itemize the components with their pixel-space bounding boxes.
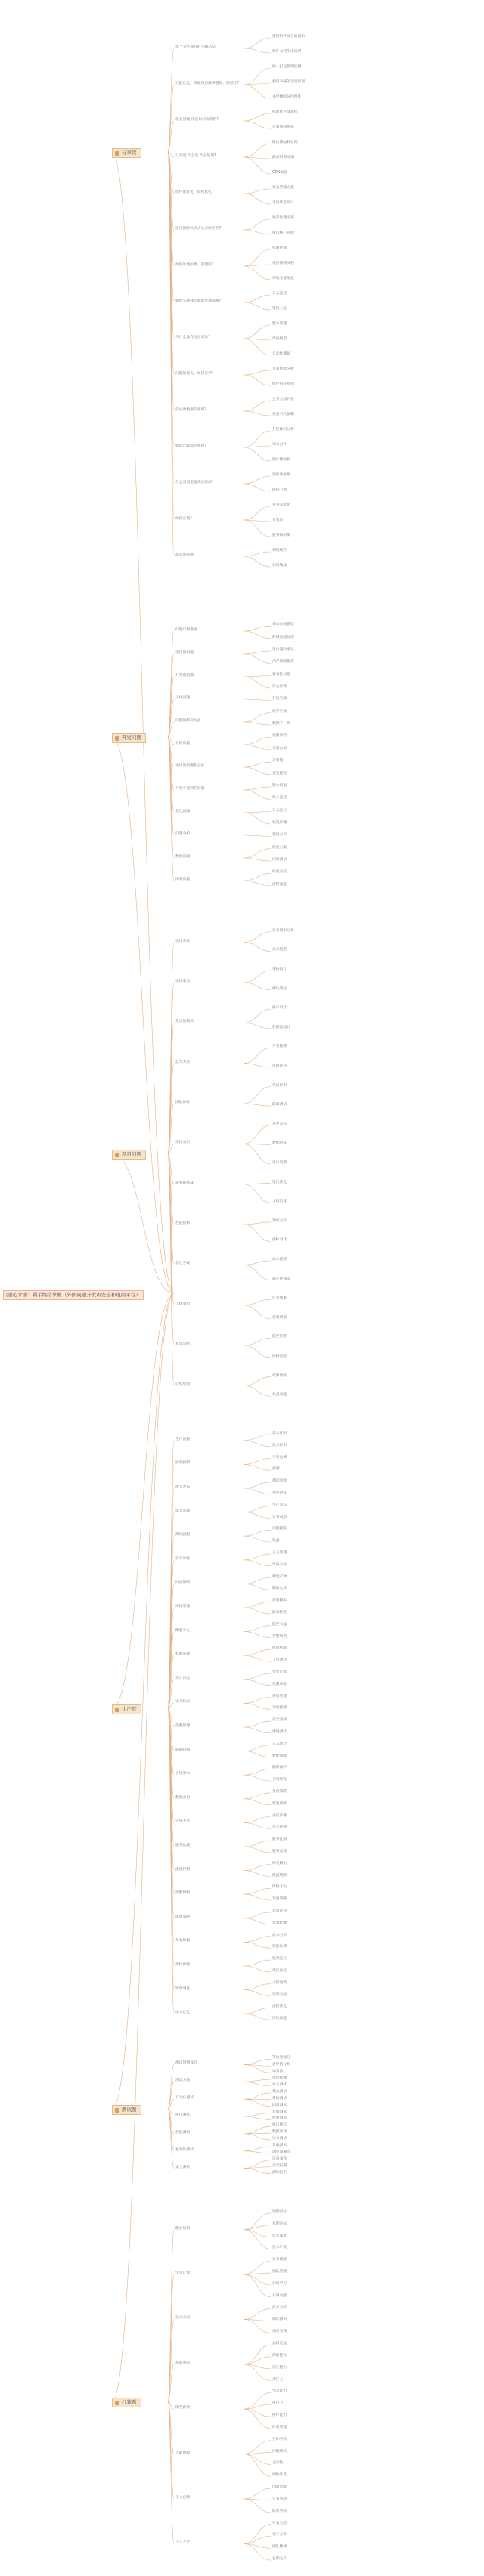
answer-node[interactable]: 权限审批 [272, 1682, 287, 1686]
answer-node[interactable]: 架构设计 [272, 968, 287, 971]
question-node[interactable]: 如何处理如果，管理的? [175, 263, 214, 267]
question-node[interactable]: 期望薪资 [175, 2406, 191, 2410]
question-node[interactable]: 职业规划 [175, 2226, 191, 2231]
answer-node[interactable]: 冒烟测试 [272, 2110, 287, 2114]
answer-node[interactable]: 成本分析 [272, 1933, 287, 1937]
branch-label: 生产管 [122, 1706, 137, 1712]
answer-node[interactable]: 流程优化 [272, 2005, 287, 2009]
answer-node[interactable]: 静态资源压缩 [272, 156, 294, 159]
answer-node[interactable]: 场景法 [272, 2070, 284, 2074]
answer-node[interactable]: 统一打包管理依赖 [272, 65, 302, 69]
question-node[interactable]: 限流策略 [175, 1915, 191, 1919]
answer-node[interactable]: 开源贡献 [272, 2293, 287, 2298]
answer-node[interactable]: 抗压能力 [272, 2365, 287, 2370]
question-node[interactable]: 熔断降级 [175, 1891, 191, 1896]
answer-node[interactable]: 联调测试 [272, 1103, 287, 1107]
question-node[interactable]: 服务治理 [175, 1844, 191, 1847]
answer-node[interactable]: 开放心态 [272, 2521, 287, 2525]
answer-node[interactable]: 持续集成 [272, 564, 287, 568]
answer-node[interactable]: 回归测试 [272, 2103, 287, 2107]
answer-node[interactable]: 主动性 [272, 2461, 284, 2466]
answer-node[interactable]: 长期目标 [272, 2221, 287, 2226]
answer-node[interactable]: 按需引入依赖 [272, 413, 294, 416]
answer-node[interactable]: 业务理解 [272, 2258, 287, 2262]
question-node[interactable]: 为什么没有写出对象? [175, 336, 210, 339]
answer-node[interactable]: 路由懒加载处理 [272, 141, 298, 144]
answer-node[interactable]: 请求合并 [272, 443, 287, 447]
question-node[interactable]: 数据问题 [175, 855, 191, 859]
answer-node[interactable]: 数据不一致 [272, 722, 290, 726]
answer-node[interactable]: 服务发现 [272, 1849, 287, 1853]
answer-node[interactable]: 自我驱动 [272, 2497, 287, 2501]
answer-node[interactable]: 灰度发布 [272, 1122, 287, 1126]
branch-marker-icon [115, 736, 119, 741]
question-node[interactable]: 质量控制 [175, 1461, 191, 1466]
answer-node[interactable]: 数据脱敏 [272, 1754, 287, 1758]
answer-node[interactable]: 图片懒加载 [272, 458, 290, 462]
question-node[interactable]: 优化问题 [175, 810, 191, 813]
answer-node[interactable]: 日志审计 [272, 1742, 287, 1746]
answer-node[interactable]: 接口超时重试 [272, 647, 294, 652]
answer-node[interactable]: 等价类划分 [272, 2056, 290, 2060]
answer-node[interactable]: 渗透测试 [272, 1729, 287, 1734]
answer-node[interactable]: 提测 [272, 1467, 280, 1472]
answer-node[interactable]: 工单流转 [272, 1658, 287, 1663]
question-node[interactable]: 生产流程 [175, 1437, 191, 1441]
answer-node[interactable]: 压力测试 [272, 2137, 287, 2141]
answer-node[interactable]: 首屏加载优化 [272, 125, 294, 129]
answer-node[interactable]: 容量评估 [272, 1909, 287, 1913]
answer-node[interactable]: 负载测试 [272, 2144, 287, 2147]
branch-label: 测试题 [122, 2107, 137, 2113]
answer-node[interactable]: 安全基线 [272, 1718, 287, 1723]
answer-node[interactable]: 服务注册 [272, 1838, 287, 1842]
question-node[interactable]: 什么是浏览器优化时的? [175, 481, 214, 485]
answer-node[interactable]: 缓存失效 [272, 709, 287, 714]
question-node[interactable]: 权限管理 [175, 1652, 191, 1657]
question-node[interactable]: 技术方案 [175, 1060, 191, 1064]
answer-node[interactable]: 容量规划 [272, 1315, 287, 1320]
answer-node[interactable]: 沟通能力 [272, 2353, 287, 2358]
answer-node[interactable]: 全局状态设计 [272, 201, 294, 205]
answer-node[interactable]: 短期目标 [272, 2209, 287, 2214]
answer-node[interactable]: 乐于分享 [272, 2533, 287, 2537]
question-node[interactable]: 合规要求 [175, 1772, 191, 1776]
answer-node[interactable]: 用户反馈 [272, 1161, 287, 1165]
answer-node[interactable]: 开发自测 [272, 1455, 287, 1460]
answer-node[interactable]: 修复方案 [272, 845, 287, 850]
question-node[interactable]: 版本发布 [175, 1485, 191, 1489]
branch-node-1[interactable] [112, 733, 146, 743]
answer-node[interactable]: 网关路由 [272, 1861, 287, 1865]
question-node[interactable]: 组件的优化，结构优化? [175, 190, 214, 194]
answer-node[interactable]: 状态管理方案 [272, 186, 294, 190]
answer-node[interactable]: 技术评审 [272, 1443, 287, 1447]
answer-node[interactable]: 容灾切换 [272, 1825, 287, 1830]
branch-node-2[interactable] [112, 1150, 146, 1160]
answer-node[interactable]: 代码评审 [272, 1083, 287, 1088]
answer-node[interactable]: 告警规则 [272, 1634, 287, 1639]
question-node[interactable]: 开发中遇到的问题 [175, 787, 205, 791]
answer-node[interactable]: 问题跟踪 [272, 1527, 287, 1531]
answer-node[interactable]: 成本控制 [272, 1258, 287, 1262]
answer-node[interactable]: 技术分享 [272, 2305, 287, 2310]
answer-node[interactable]: 版本管理 [272, 322, 287, 326]
answer-node[interactable]: CDN加速 [272, 171, 288, 175]
answer-node[interactable]: 测试验收 [272, 1479, 287, 1484]
answer-node[interactable]: 预发验证 [272, 1491, 287, 1495]
root-node[interactable]: 面试/求职：利手终结求职（外国问题开发和安全和电商平台） [3, 1290, 144, 1300]
answer-node[interactable]: 骨架屏 [272, 519, 284, 522]
answer-node[interactable]: 制品仓库 [272, 1587, 287, 1591]
answer-node[interactable]: 生产发布 [272, 1503, 287, 1507]
answer-node[interactable]: 页面白屏 [272, 746, 287, 751]
answer-node[interactable]: 数据验证 [272, 1141, 287, 1146]
answer-node[interactable]: 流程改进 [272, 882, 287, 887]
answer-node[interactable]: 业务需求分析 [272, 928, 294, 933]
question-node[interactable]: 进行的时候出去从业组件的? [175, 227, 222, 231]
branch-marker-icon [115, 2401, 119, 2405]
answer-node[interactable]: 页面性能分析 [272, 367, 294, 371]
question-node[interactable]: 如何实现? [175, 517, 192, 521]
question-node[interactable]: 问题的优化，如何写到? [175, 372, 214, 376]
branch-marker-icon [115, 2108, 119, 2113]
answer-node[interactable]: 项目实践 [272, 2330, 287, 2334]
question-node[interactable]: 离职原因 [175, 2361, 191, 2365]
answer-node[interactable]: 使用表格的全局配置 [272, 80, 306, 84]
answer-node[interactable]: 密钥管理 [272, 1694, 287, 1698]
question-node[interactable]: 依赖管理 [175, 1724, 191, 1728]
answer-node[interactable]: 请求参数错误 [272, 623, 294, 627]
answer-node[interactable]: 日志定位 [272, 808, 287, 813]
question-node[interactable]: 项目背景 [175, 939, 191, 943]
question-node[interactable]: 遇到的挑战 [175, 1181, 194, 1185]
answer-node[interactable]: 限流熔断 [272, 1873, 287, 1878]
answer-node[interactable]: 日志监控 [272, 292, 287, 296]
answer-node[interactable]: 应急预案 [272, 1296, 287, 1301]
answer-node[interactable]: 技术广度 [272, 2246, 287, 2250]
branch-marker-icon [115, 1153, 119, 1157]
question-node[interactable]: 性能指标 [175, 1221, 191, 1225]
answer-node[interactable]: 版本回退 [272, 783, 287, 788]
answer-node[interactable]: 服务端渲染 [272, 534, 290, 537]
question-node[interactable]: 项目的问题 [175, 651, 194, 655]
answer-node[interactable]: 公共方法封装 [272, 398, 294, 401]
answer-node[interactable]: 模块划分 [272, 986, 287, 991]
answer-node[interactable]: 文档沉淀 [272, 1200, 287, 1204]
branch-node-0[interactable] [112, 148, 141, 158]
answer-node[interactable]: 培训交接 [272, 1992, 287, 1997]
question-node[interactable]: 开发的问题 [175, 673, 194, 677]
answer-node[interactable]: 安全扫描 [272, 2163, 287, 2168]
answer-node[interactable]: 权限异常 [272, 734, 287, 738]
answer-node[interactable]: 构建缓存 [272, 549, 287, 553]
answer-node[interactable]: 值班机制 [272, 1646, 287, 1651]
answer-node[interactable]: 代码规范 [272, 337, 287, 341]
answer-node[interactable]: 跨域问题处理 [272, 635, 294, 639]
answer-node[interactable]: 技术选型 [272, 948, 287, 952]
answer-node[interactable]: 持续改进 [272, 2017, 287, 2021]
answer-node[interactable]: 时间管理 [272, 2425, 287, 2429]
answer-node[interactable]: 验收测试 [272, 2116, 287, 2121]
question-node[interactable]: 性能优化，从做项目做得越好，的话计? [175, 82, 240, 85]
answer-node[interactable]: 接口统一管理 [272, 231, 294, 235]
answer-node[interactable]: 构建产物 [272, 1574, 287, 1579]
question-node[interactable]: 复盘总结 [175, 1342, 191, 1346]
question-node[interactable]: 最后的问题 [175, 553, 194, 557]
branch-label: 分享管 [122, 150, 137, 156]
question-node[interactable]: 弹性伸缩 [175, 1963, 191, 1967]
question-node[interactable]: 性能测试 [175, 2130, 191, 2135]
answer-node[interactable]: 项目部署流程 [272, 262, 294, 265]
question-node[interactable]: 单个分享项目的上线总结 [175, 45, 216, 49]
question-node[interactable]: 安全测试 [175, 2165, 191, 2169]
answer-node[interactable]: 回归测试 [272, 858, 287, 862]
question-node[interactable]: 问题详细描述 [175, 628, 197, 632]
answer-node[interactable]: 标准化开发流程 [272, 110, 298, 114]
question-node[interactable]: 回滚策略 [175, 1581, 191, 1585]
question-node[interactable]: 兼容性测试 [175, 2147, 194, 2152]
answer-node[interactable]: 集成测试 [272, 2089, 287, 2094]
answer-node[interactable]: 接口设计 [272, 1006, 287, 1011]
answer-node[interactable]: 迭代优化 [272, 1180, 287, 1184]
answer-node[interactable]: 细致认真 [272, 2473, 287, 2478]
question-node[interactable]: 测试方法 [175, 2079, 191, 2083]
answer-node[interactable]: 自动化测试 [272, 352, 290, 356]
branch-label: 开发问题 [122, 735, 141, 741]
answer-node[interactable]: 打包体积分析 [272, 428, 294, 432]
question-node[interactable]: 状态管理 你是如何实现的? [175, 118, 219, 122]
question-node[interactable]: 流量控制 [175, 1867, 191, 1872]
answer-node[interactable]: 资源配额 [272, 1921, 287, 1925]
question-node[interactable]: 优化手段 [175, 1262, 191, 1266]
answer-node[interactable]: 性能压测 [272, 1945, 287, 1949]
question-node[interactable]: 个人不足 [175, 2540, 191, 2545]
question-node[interactable]: 技术方向 [175, 2316, 191, 2321]
question-node[interactable]: 漏洞扫描 [175, 1748, 191, 1752]
answer-node[interactable]: 风险评估 [272, 1064, 287, 1068]
question-node[interactable]: 项目的问题和总结 [175, 764, 205, 768]
question-node[interactable]: 学习计划 [175, 2271, 191, 2276]
question-node[interactable]: 成本优化 [175, 2011, 191, 2015]
question-node[interactable]: 负责的模块 [175, 1020, 194, 1024]
question-node[interactable]: 前后端数据的处理? [175, 408, 206, 412]
answer-node[interactable]: 单元测试 [272, 2083, 287, 2087]
answer-node[interactable]: 分支管理 [272, 1550, 287, 1555]
question-node[interactable]: 数据备份 [175, 1795, 191, 1800]
answer-node[interactable]: 问题解决 [272, 2449, 287, 2454]
answer-node[interactable]: 持续学习 [272, 2281, 287, 2286]
branch-node-4[interactable] [112, 2105, 141, 2115]
answer-node[interactable]: 环境变量配置 [272, 277, 294, 280]
answer-node[interactable]: 知识分享 [272, 1218, 287, 1223]
question-node[interactable]: 安全检查 [175, 1700, 191, 1704]
question-node[interactable]: 接口测试 [175, 2113, 191, 2117]
answer-node[interactable]: 需求评审 [272, 1431, 287, 1435]
answer-node[interactable]: 边界值分析 [272, 2063, 290, 2067]
answer-node[interactable]: 经验总结 [272, 870, 287, 875]
question-node[interactable]: 分析问题 [175, 742, 191, 745]
answer-node[interactable]: 灰度策略 [272, 1897, 287, 1902]
question-node[interactable]: 自动化测试 [175, 2096, 194, 2101]
question-node[interactable]: 如何比较最近处理? [175, 444, 206, 448]
branch-marker-icon [115, 1708, 119, 1712]
question-node[interactable]: 如何实现移动端的处理部署? [175, 299, 222, 303]
answer-node[interactable]: 搭建组件项目的需求 [272, 35, 306, 39]
answer-node[interactable]: 数据流设计 [272, 1025, 290, 1029]
question-node[interactable]: 上线问题 [175, 696, 191, 700]
answer-node[interactable]: 发布观察 [272, 1515, 287, 1519]
answer-node[interactable]: 组件拆分原则 [272, 382, 294, 386]
answer-node[interactable]: 复盘 [272, 1539, 280, 1543]
answer-node[interactable]: 线上监控 [272, 796, 287, 800]
question-node[interactable]: 测试用例设计 [175, 2061, 197, 2066]
answer-node[interactable]: 创新思维 [272, 2485, 287, 2490]
answer-node[interactable]: 首屏慢 [272, 759, 284, 763]
answer-node[interactable]: 权限控制 [272, 246, 287, 250]
answer-node[interactable]: 健康检查 [272, 1610, 287, 1615]
answer-node[interactable]: 开发排期 [272, 1045, 287, 1049]
answer-node[interactable]: 学习能力 [272, 2389, 287, 2394]
answer-node[interactable]: 部署脚本 [272, 1599, 287, 1603]
answer-node[interactable]: 故障演练 [272, 1373, 287, 1378]
answer-node[interactable]: 链路追踪 [272, 1355, 287, 1358]
question-node[interactable]: 项目成果 [175, 1141, 191, 1145]
answer-node[interactable]: 稳定性保障 [272, 1277, 290, 1281]
question-node[interactable]: 负载均衡 [175, 1939, 191, 1943]
answer-node[interactable]: 访问控制 [272, 1706, 287, 1711]
answer-node[interactable]: 协作能力 [272, 2413, 287, 2418]
answer-node[interactable]: 错误推测 [272, 2076, 287, 2081]
question-node[interactable]: 入职时间 [175, 2451, 191, 2455]
question-node[interactable]: 灾备方案 [175, 1819, 191, 1824]
answer-node[interactable]: 阅读源码 [272, 2317, 287, 2322]
answer-node[interactable]: 代码合并 [272, 1562, 287, 1567]
answer-node[interactable]: 多活部署 [272, 1813, 287, 1818]
branch-label: 打算题 [122, 2399, 137, 2405]
answer-node[interactable]: 瓶颈定位 [272, 1957, 287, 1961]
question-node[interactable]: 资源调度 [175, 1986, 191, 1991]
answer-node[interactable]: 接口断言 [272, 2123, 287, 2128]
question-node[interactable]: 发布审批 [175, 1556, 191, 1561]
answer-node[interactable]: 浏览器兼容 [272, 2150, 290, 2154]
answer-node[interactable]: 变更记录 [272, 1670, 287, 1674]
answer-node[interactable]: 团队精神 [272, 2545, 287, 2550]
question-node[interactable]: 部署问题 [175, 878, 191, 881]
question-node[interactable]: 上线效果 [175, 1302, 191, 1306]
question-node[interactable]: 测试流程 [175, 1533, 191, 1537]
answer-node[interactable]: 组件文档生成说明 [272, 50, 302, 54]
branch-node-3[interactable] [112, 1704, 141, 1714]
answer-node[interactable]: 复现步骤 [272, 821, 287, 825]
branch-node-5[interactable] [112, 2398, 141, 2407]
question-node[interactable]: 问题分析 [175, 832, 191, 836]
answer-node[interactable]: 多层级的分层组件 [272, 95, 302, 99]
answer-node[interactable]: 恢复演练 [272, 1801, 287, 1806]
question-node[interactable]: 审计日志 [175, 1676, 191, 1680]
answer-node[interactable]: 结果导向 [272, 2509, 287, 2513]
question-node[interactable]: 需求管理 [175, 1509, 191, 1513]
question-node[interactable]: 团队协作 [175, 1101, 191, 1104]
answer-node[interactable]: 备份策略 [272, 1789, 287, 1794]
answer-node[interactable]: 总结复盘 [272, 2342, 287, 2346]
answer-node[interactable]: 复盘改进 [272, 1393, 287, 1398]
branch-label: 项目问题 [122, 1151, 141, 1157]
answer-node[interactable]: 团队管理 [272, 2270, 287, 2274]
answer-node[interactable]: 监控告警 [272, 1335, 287, 1339]
answer-node[interactable]: 隐私保护 [272, 1766, 287, 1770]
question-node[interactable]: 后续规划 [175, 1382, 191, 1387]
answer-node[interactable]: 技术深度 [272, 2234, 287, 2238]
answer-node[interactable]: 长期主义 [272, 2557, 287, 2562]
branch-marker-icon [115, 151, 119, 156]
answer-node[interactable]: 打包失败 [272, 697, 287, 701]
question-node[interactable]: 环境管理 [175, 1605, 191, 1608]
answer-node[interactable]: 优化验证 [272, 1968, 287, 1973]
answer-node[interactable]: 指标对比 [272, 1238, 287, 1243]
answer-node[interactable]: 样式冲突 [272, 685, 287, 689]
answer-node[interactable]: 根因分析 [272, 833, 287, 838]
answer-node[interactable]: 重复提交 [272, 771, 287, 776]
answer-node[interactable]: 内存泄漏排查 [272, 660, 294, 664]
answer-node[interactable]: 测试报告 [272, 2170, 287, 2175]
answer-node[interactable]: 监控大盘 [272, 1622, 287, 1627]
answer-node[interactable]: 系统测试 [272, 2096, 287, 2101]
question-node[interactable]: 问题的解决方法 [175, 719, 201, 723]
answer-node[interactable]: 缓存处理方案 [272, 216, 294, 220]
answer-node[interactable]: 降级开关 [272, 1885, 287, 1890]
question-node[interactable]: 项目难点 [175, 980, 191, 983]
question-node[interactable]: 只知道 什么是 什么使用? [175, 154, 216, 158]
answer-node[interactable]: 执行力 [272, 2401, 284, 2406]
answer-node[interactable]: 文档更新 [272, 1980, 287, 1985]
answer-node[interactable]: 长列表优化 [272, 503, 290, 507]
answer-node[interactable]: 数据驱动 [272, 2130, 287, 2135]
question-node[interactable]: 个人优势 [175, 2495, 191, 2500]
question-node[interactable]: 配置中心 [175, 1628, 191, 1633]
answer-node[interactable]: 设备兼容 [272, 2156, 287, 2161]
answer-node[interactable]: 错误上报 [272, 307, 287, 311]
answer-node[interactable]: 目标导向 [272, 2437, 287, 2441]
answer-node[interactable]: 防抖节流 [272, 488, 287, 492]
answer-node[interactable]: 责任心 [272, 2377, 284, 2382]
answer-node[interactable]: 预加载处理 [272, 473, 290, 477]
answer-node[interactable]: 合规审查 [272, 1778, 287, 1782]
answer-node[interactable]: 兼容性问题 [272, 672, 290, 677]
